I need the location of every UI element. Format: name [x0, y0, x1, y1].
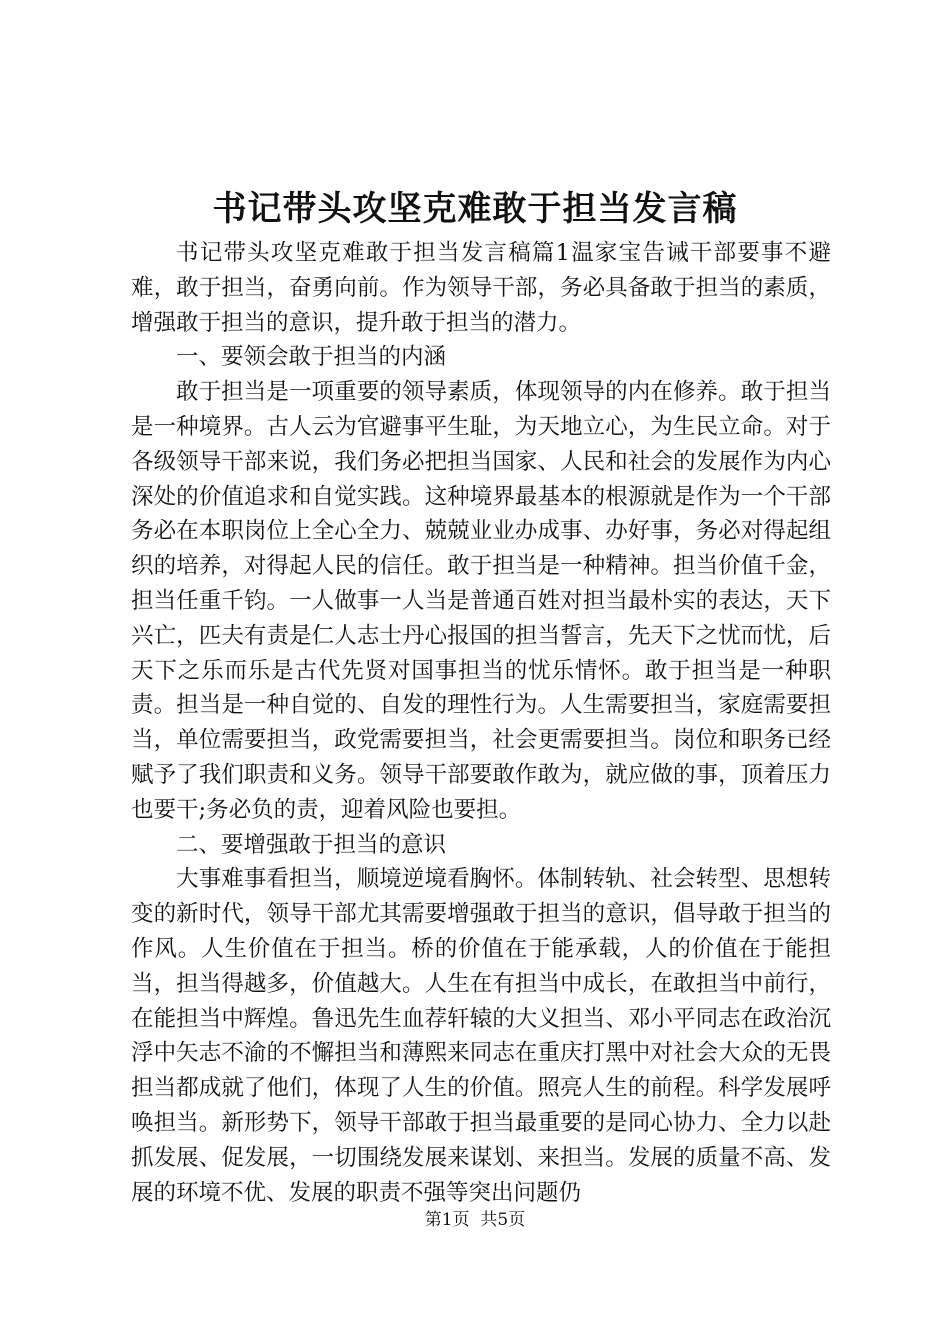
page-footer — [0, 1208, 950, 1232]
document-body — [131, 236, 831, 1210]
paragraph-intro: 书记带头攻坚克难敢于担当发言稿篇1温家宝告诫干部要事不避难，敢于担当，奋勇向前。作为领导干部，务必具备敢于担当的素质，增强敢于担当的意识，提升敢于担当的潜力。 — [131, 240, 831, 336]
section-heading-2: 二、要增强敢于担当的意识 — [176, 831, 447, 858]
paragraph-section-1: 敢于担当是一项重要的领导素质，体现领导的内在修养。敢于担当是一种境界。古人云为官避事平生耻，为天地立心，为生民立命。对于各级领导干部来说，我们务必把担当国家、人民和社会的发展作为内心深处的价值追求和自觉实践。这种境界最基本的根源就是作为一个干部务必在本职岗位上全心全力、兢兢业业办成事、办好事，务必对得起组织的培养，对得起人民的信任。敢于担当是一种精神。担当价值千金，担当任重千钧。一人做事一人当是普通百姓对担当最朴实的表达，天下兴亡，匹夫有责是仁人志士丹心报国的担当誓言，先天下之忧而忧，后天下之乐而乐是古代先贤对国事担当的忧乐情怀。敢于担当是一种职责。担当是一种自觉的、自发的理性行为。人生需要担当，家庭需要担当，单位需要担当，政党需要担当，社会更需要担当。岗位和职务已经赋予了我们职责和义务。领导干部要敢作敢为，就应做的事，顶着压力也要干;务必负的责，迎着风险也要担。 — [131, 379, 831, 823]
page-total: 共5页 — [480, 1210, 526, 1230]
document-title: 书记带头攻坚克难敢于担当发言稿 — [212, 189, 738, 229]
paragraph-section-2: 大事难事看担当，顺境逆境看胸怀。体制转轨、社会转型、思想转变的新时代，领导干部尤其需要增强敢于担当的意识，倡导敢于担当的作风。人生价值在于担当。桥的价值在于能承载，人的价值在于能担当，担当得越多，价值越大。人生在有担当中成长，在敢担当中前行，在能担当中辉煌。鲁迅先生血荐轩辕的大义担当、邓小平同志在政治沉浮中矢志不渝的不懈担当和薄熙来同志在重庆打黑中对社会大众的无畏担当都成就了他们，体现了人生的价值。照亮人生的前程。科学发展呼唤担当。新形势下，领导干部敢于担当最重要的是同心协力、全力以赴抓发展、促发展，一切围绕发展来谋划、来担当。发展的质量不高、发展的环境不优、发展的职责不强等突出问题仍 — [131, 866, 831, 1206]
section-heading-1: 一、要领会敢于担当的内涵 — [176, 344, 447, 371]
page-number: 第1页 — [424, 1210, 470, 1230]
